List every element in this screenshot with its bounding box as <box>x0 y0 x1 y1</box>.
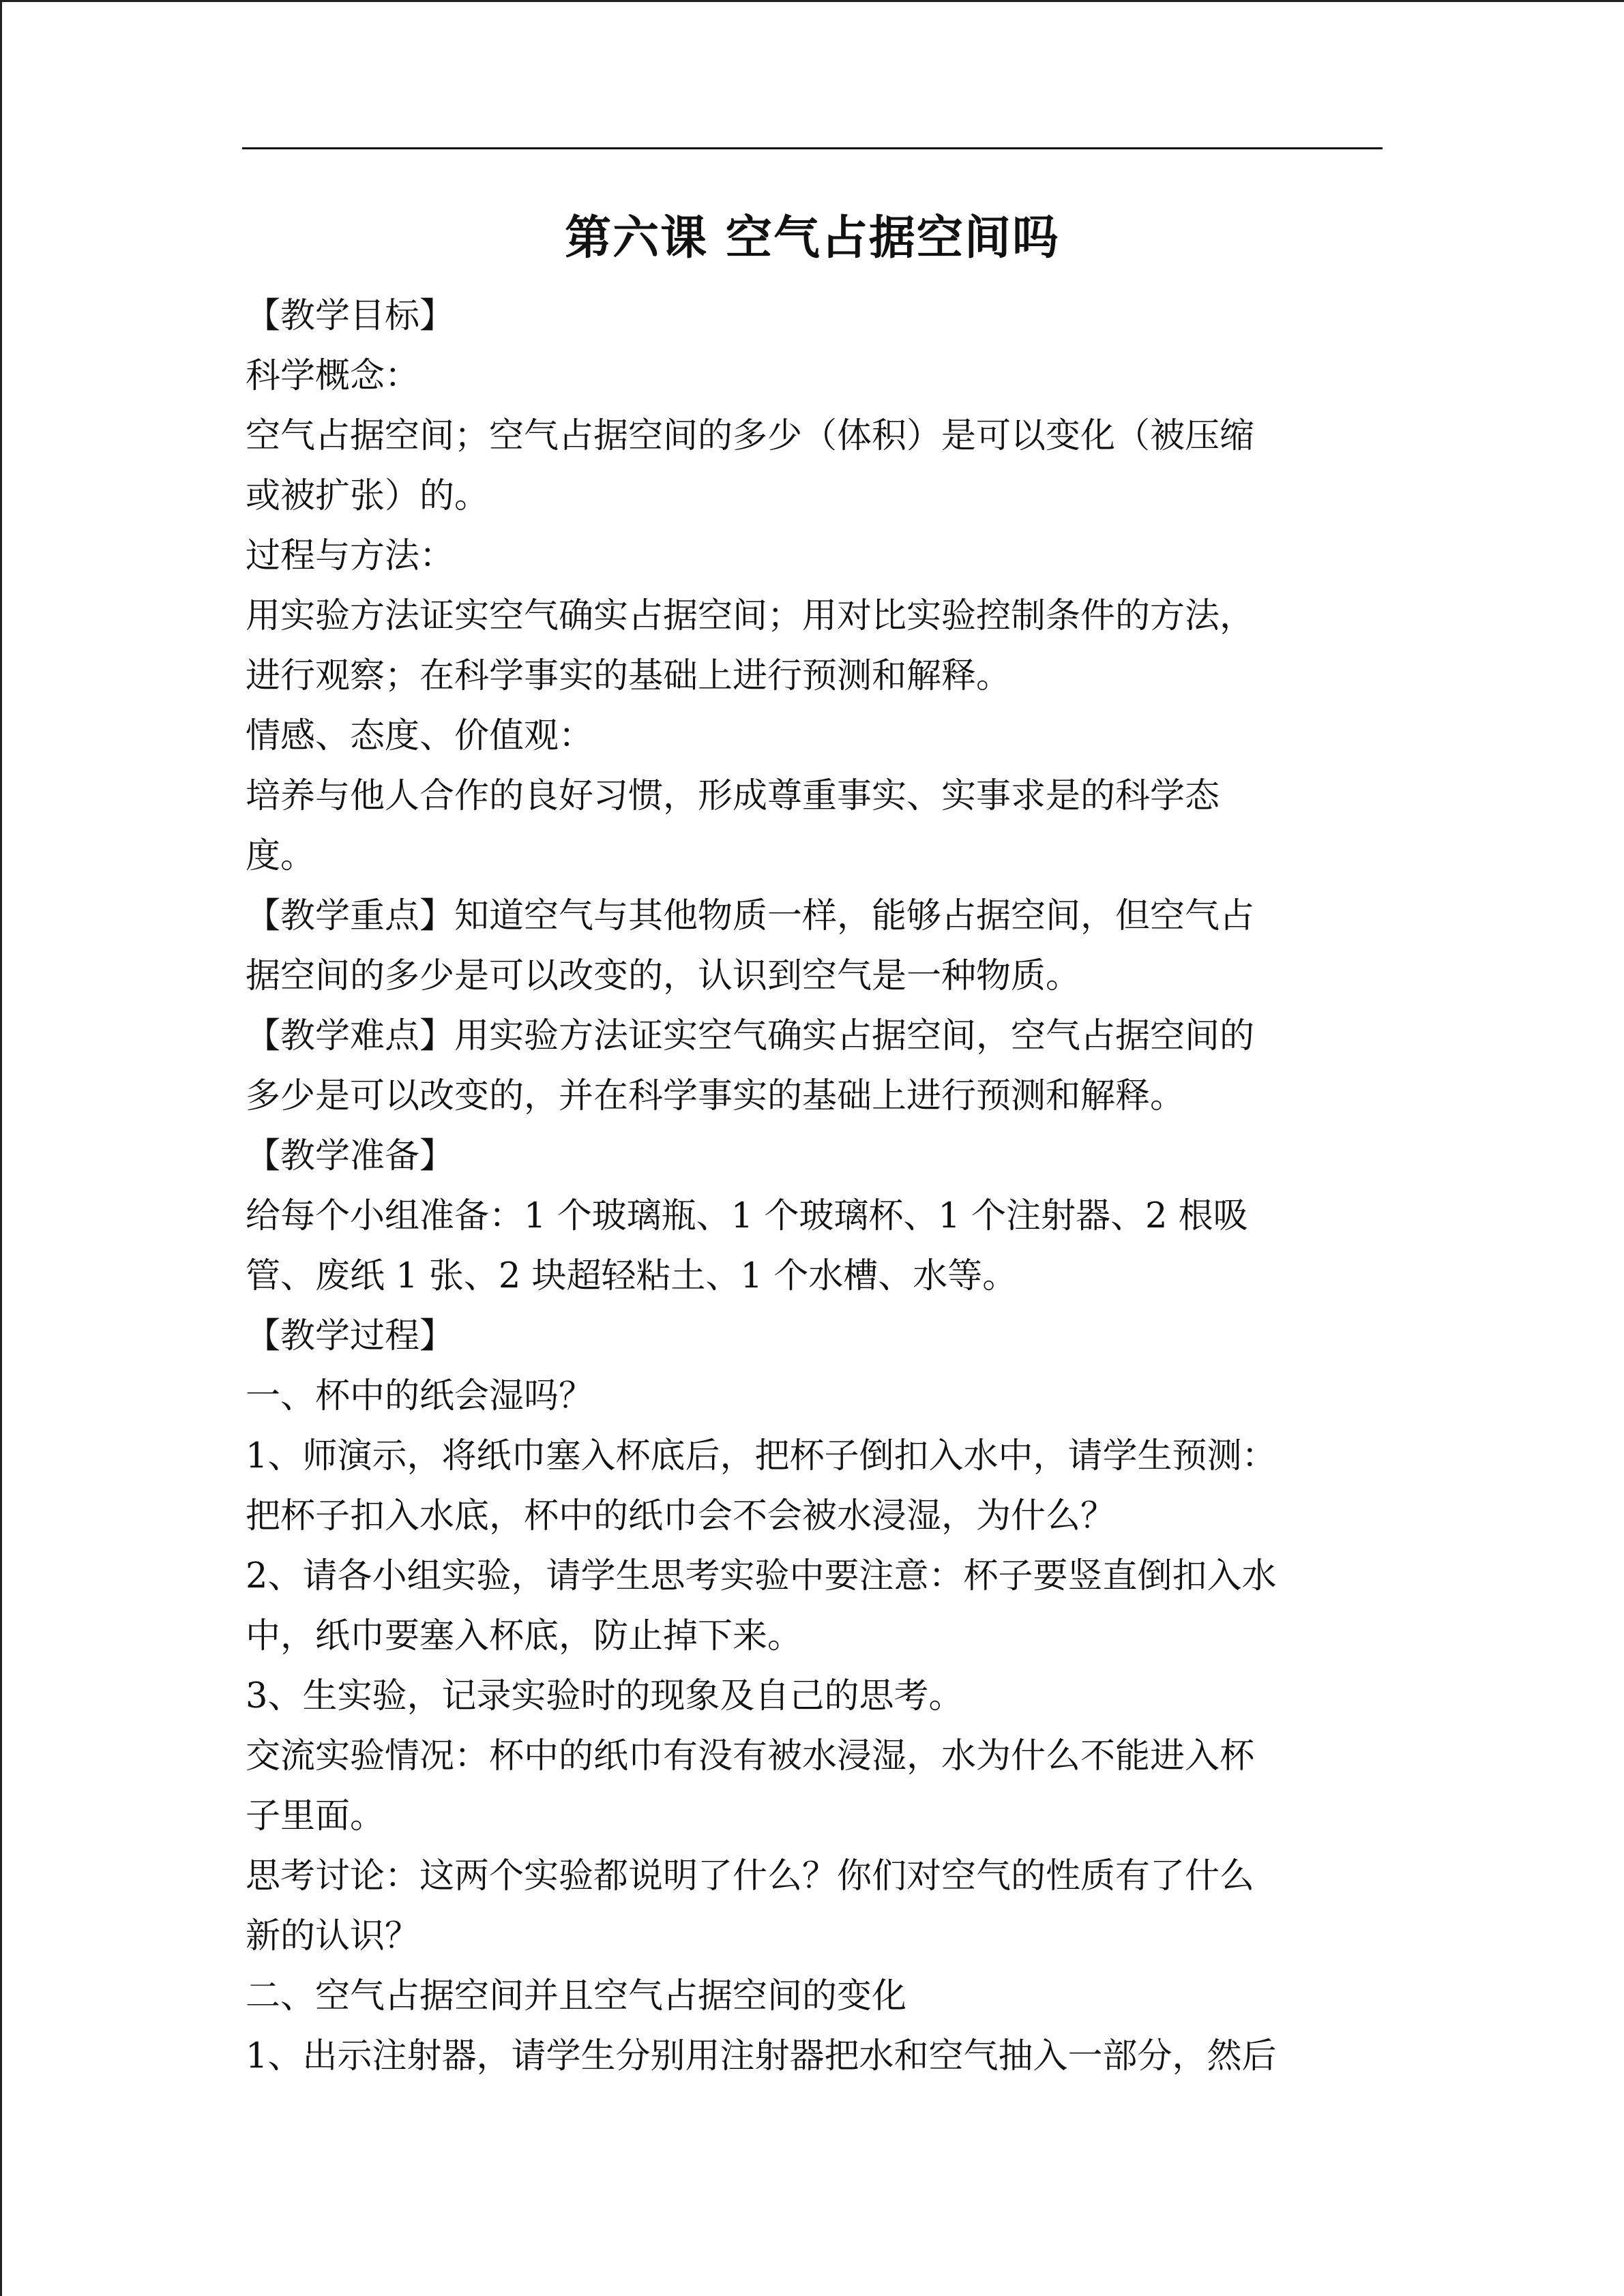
body-line: 科学概念： <box>246 356 420 396</box>
body-line: 3、生实验，记录实验时的现象及自己的思考。 <box>246 1676 964 1716</box>
body-line: 或被扩张）的。 <box>246 476 490 516</box>
body-line: 过程与方法： <box>246 536 455 576</box>
body-line: 思考讨论：这两个实验都说明了什么？你们对空气的性质有了什么 <box>246 1856 1255 1896</box>
body-line: 【教学准备】 <box>246 1136 455 1176</box>
body-line: 用实验方法证实空气确实占据空间；用对比实验控制条件的方法， <box>246 596 1255 636</box>
body-line: 据空间的多少是可以改变的，认识到空气是一种物质。 <box>246 956 1081 996</box>
body-line: 子里面。 <box>246 1796 385 1836</box>
body-line: 【教学重点】知道空气与其他物质一样，能够占据空间，但空气占 <box>246 896 1255 936</box>
body-line: 中，纸巾要塞入杯底，防止掉下来。 <box>246 1616 803 1656</box>
body-line: 二、空气占据空间并且空气占据空间的变化 <box>246 1976 907 2016</box>
body-line: 新的认识？ <box>246 1916 420 1956</box>
body-line: 空气占据空间；空气占据空间的多少（体积）是可以变化（被压缩 <box>246 416 1255 456</box>
body-line: 2、请各小组实验，请学生思考实验中要注意：杯子要竖直倒扣入水 <box>246 1556 1277 1596</box>
body-line: 培养与他人合作的良好习惯，形成尊重事实、实事求是的科学态 <box>246 776 1220 816</box>
body-line: 情感、态度、价值观： <box>246 716 594 756</box>
body-line: 一、杯中的纸会湿吗？ <box>246 1376 594 1416</box>
body-line: 多少是可以改变的，并在科学事实的基础上进行预测和解释。 <box>246 1076 1185 1116</box>
body-line: 1、师演示，将纸巾塞入杯底后，把杯子倒扣入水中，请学生预测： <box>246 1436 1277 1476</box>
body-line: 管、废纸 1 张、2 块超轻粘土、1 个水槽、水等。 <box>246 1256 1018 1296</box>
body-line: 度。 <box>246 836 316 876</box>
body-line: 1、出示注射器，请学生分别用注射器把水和空气抽入一部分，然后 <box>246 2036 1277 2076</box>
body-line: 【教学过程】 <box>246 1316 455 1356</box>
body-line: 交流实验情况：杯中的纸巾有没有被水浸湿，水为什么不能进入杯 <box>246 1736 1255 1776</box>
body-line: 把杯子扣入水底，杯中的纸巾会不会被水浸湿，为什么？ <box>246 1496 1116 1536</box>
body-line: 【教学难点】用实验方法证实空气确实占据空间，空气占据空间的 <box>246 1016 1255 1056</box>
header-rule <box>242 147 1383 149</box>
body-line: 【教学目标】 <box>246 296 455 336</box>
body-line: 给每个小组准备：1 个玻璃瓶、1 个玻璃杯、1 个注射器、2 根吸 <box>246 1196 1248 1236</box>
document-body <box>246 286 1391 2087</box>
document-title: 第六课 空气占据空间吗 <box>565 211 1060 265</box>
body-line: 进行观察；在科学事实的基础上进行预测和解释。 <box>246 656 1012 696</box>
